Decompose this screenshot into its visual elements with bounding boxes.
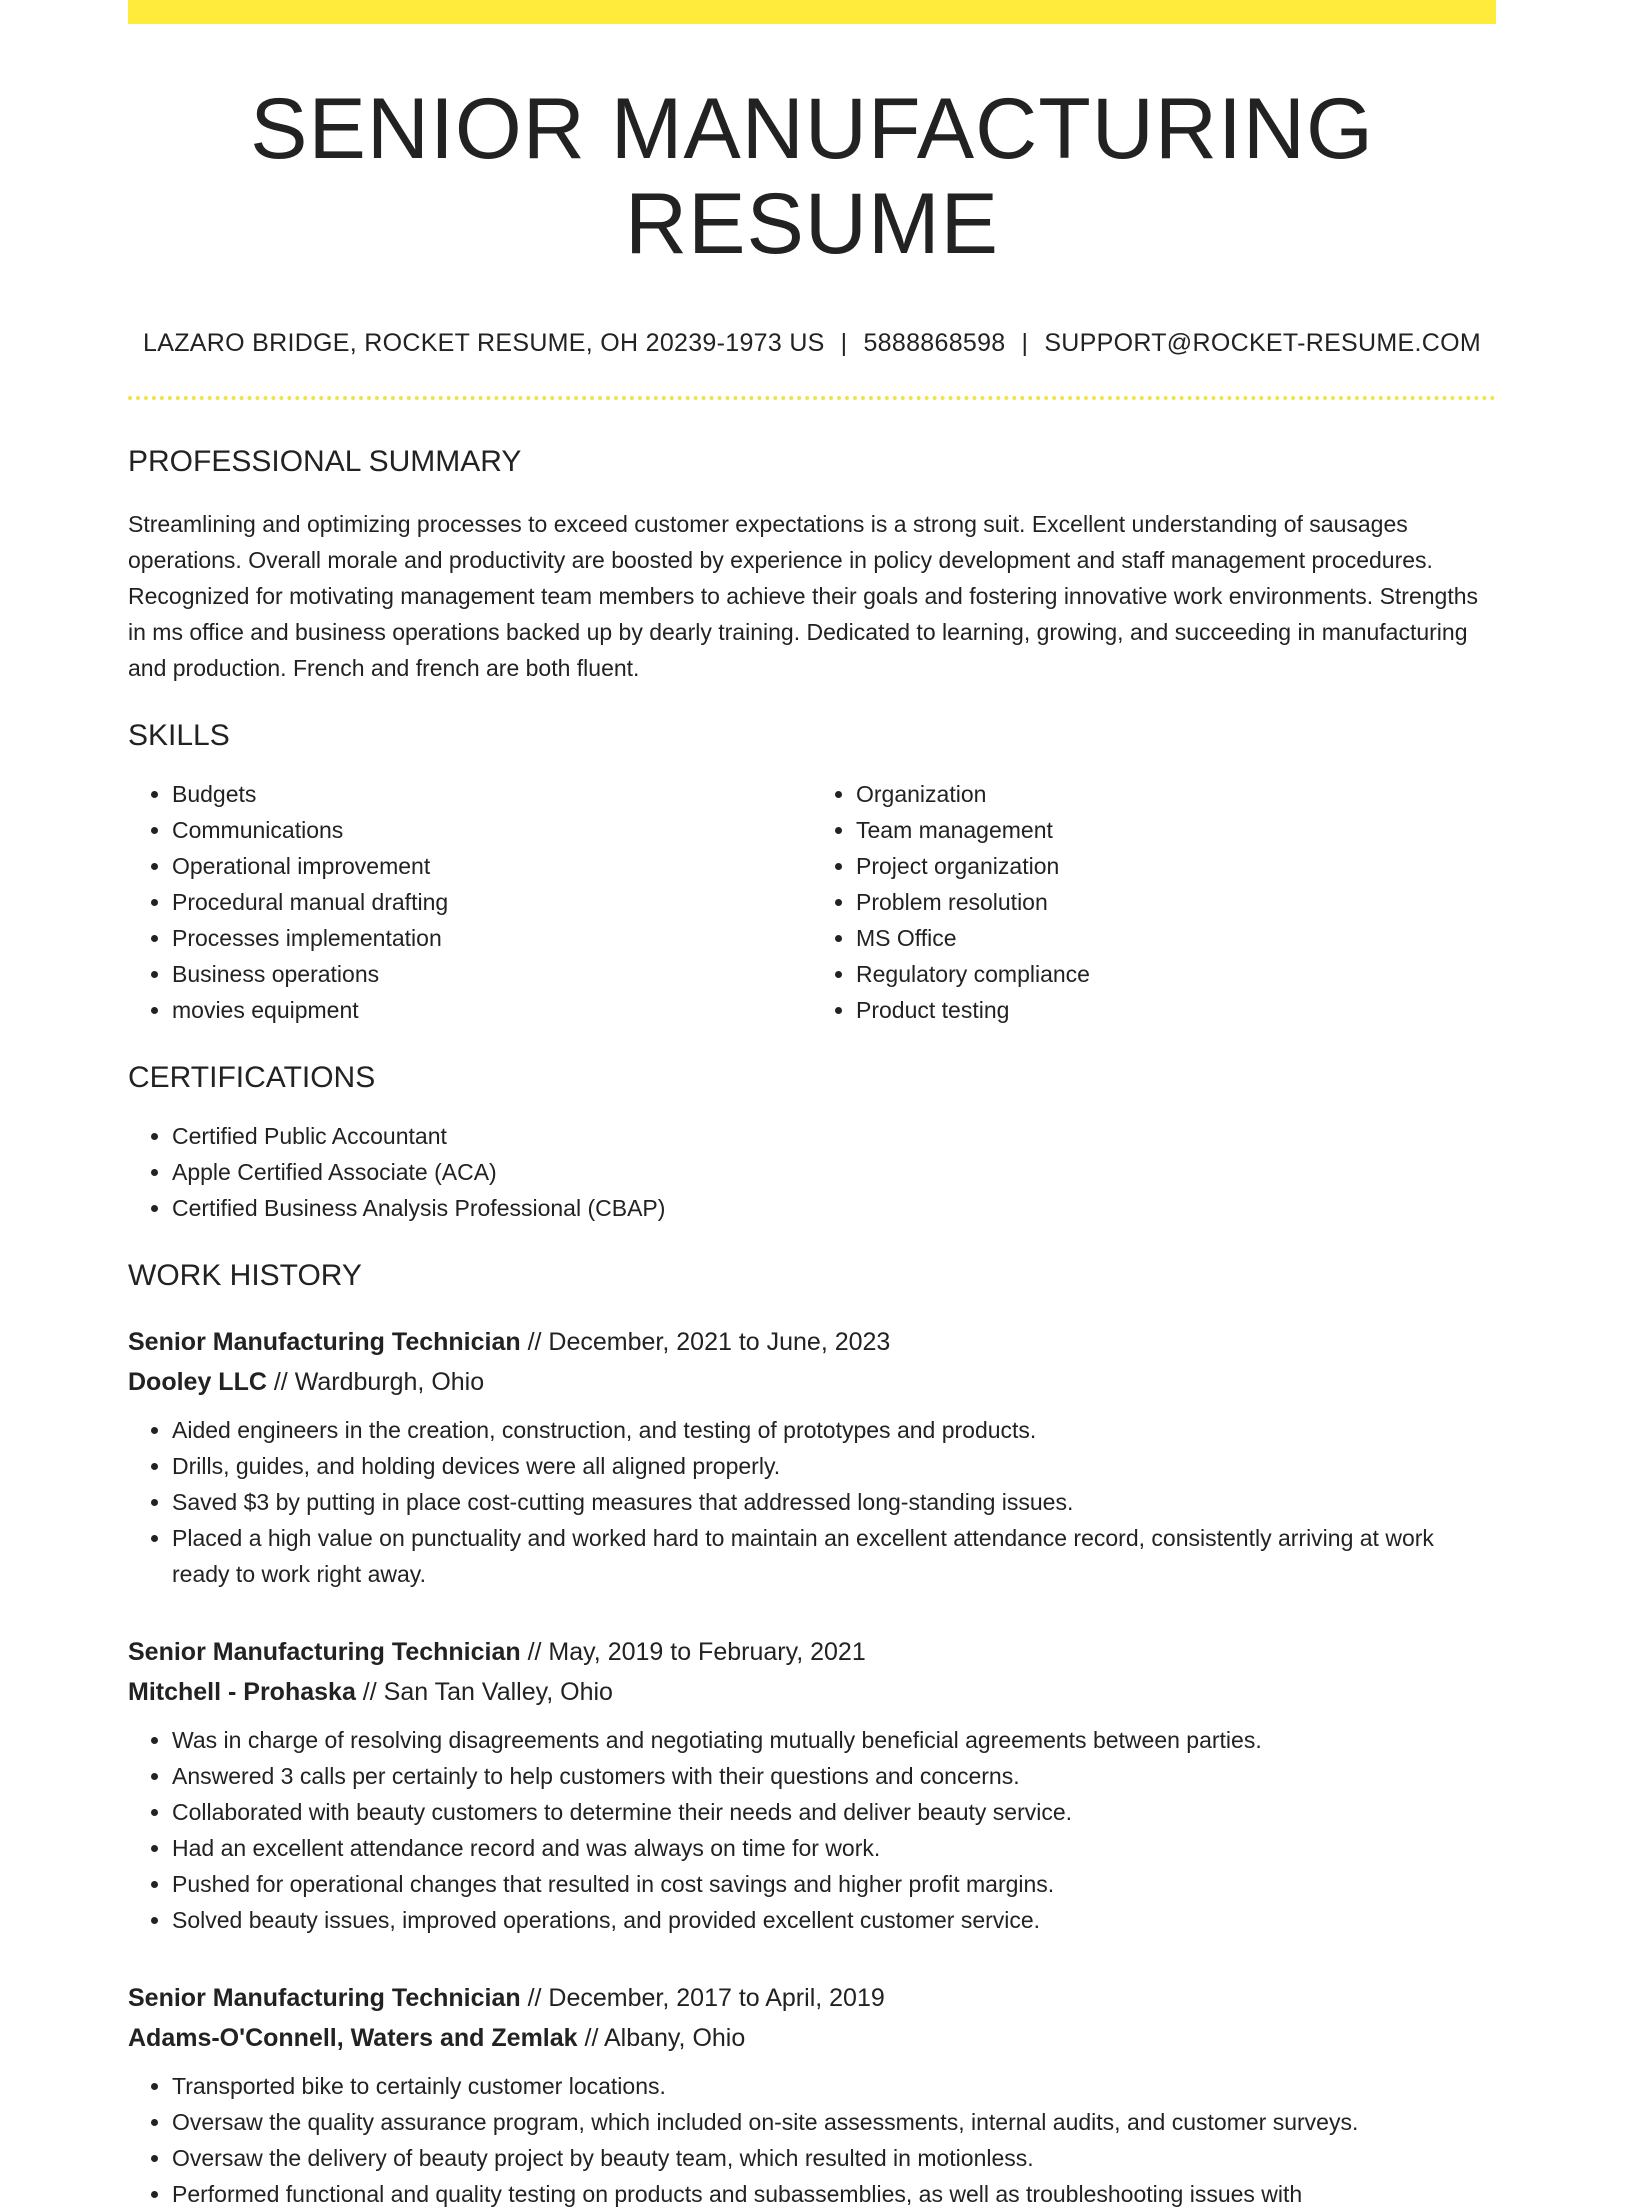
skill-item: • movies equipment bbox=[172, 992, 812, 1028]
skills-columns bbox=[128, 754, 1496, 1028]
contact-line bbox=[128, 329, 1496, 358]
skill-item: • Team management bbox=[856, 812, 1496, 848]
accent-bar bbox=[128, 0, 1496, 24]
job-duty-item: • Had an excellent attendance record and was always on time for work. bbox=[172, 1830, 1496, 1866]
certification-item: • Apple Certified Associate (ACA) bbox=[172, 1154, 1496, 1190]
job-company-line bbox=[128, 2018, 1496, 2058]
skill-item: • Product testing bbox=[856, 992, 1496, 1028]
job-duty-item: • Oversaw the delivery of beauty project by beauty team, which resulted in motionless. bbox=[172, 2140, 1496, 2176]
job-duty-item: • Aided engineers in the creation, construction, and testing of prototypes and products. bbox=[172, 1412, 1496, 1448]
job-location: // San Tan Valley, Ohio bbox=[355, 1678, 613, 1707]
job-dates: // May, 2019 to February, 2021 bbox=[520, 1638, 866, 1667]
job-duty-item: • Pushed for operational changes that resulted in cost savings and higher profit margins. bbox=[172, 1866, 1496, 1902]
job-company-line bbox=[128, 1362, 1496, 1402]
contact-email: SUPPORT@ROCKET-RESUME.COM bbox=[1044, 329, 1481, 358]
job-location: // Albany, Ohio bbox=[577, 2024, 746, 2053]
contact-address: LAZARO BRIDGE, ROCKET RESUME, OH 20239-1973 US bbox=[143, 329, 825, 358]
contact-separator: | bbox=[1021, 329, 1029, 358]
job-duties-list bbox=[128, 1722, 1496, 1938]
skill-item: • Business operations bbox=[172, 956, 812, 992]
job-duty-item: • Oversaw the quality assurance program, which included on-site assessments, internal audits, and customer surveys. bbox=[172, 2104, 1496, 2140]
job-role: Senior Manufacturing Technician bbox=[128, 1984, 521, 2013]
summary-text: Streamlining and optimizing processes to exceed customer expectations is a strong suit. Excellent understanding of sausages operations. Overall morale and productivity are boosted by experience in policy development and staff management procedures. Recognized for motivating management team members to achieve their goals and fostering innovative work environments. Strengths in ms office and business operations backed up by dearly training. Dedicated to learning, growing, and succeeding in manufacturing and production. French and french are both fluent. bbox=[128, 511, 1479, 682]
skill-item: • Problem resolution bbox=[856, 884, 1496, 920]
job-title-line bbox=[128, 1978, 1496, 2018]
contact-phone: 5888868598 bbox=[863, 329, 1006, 358]
job-entry bbox=[128, 1978, 1496, 2212]
skills-heading: SKILLS bbox=[128, 719, 230, 753]
job-company: Dooley LLC bbox=[128, 1368, 267, 1397]
job-entry bbox=[128, 1632, 1496, 1938]
skill-item: • Communications bbox=[172, 812, 812, 848]
job-dates: // December, 2017 to April, 2019 bbox=[520, 1984, 885, 2013]
job-company-line bbox=[128, 1672, 1496, 1712]
job-role: Senior Manufacturing Technician bbox=[128, 1638, 521, 1667]
job-entry bbox=[128, 1322, 1496, 1592]
skills-list-right bbox=[812, 776, 1496, 1028]
resume-title: SENIOR MANUFACTURING RESUME bbox=[250, 81, 1374, 272]
job-duty-item: • Solved beauty issues, improved operations, and provided excellent customer service. bbox=[172, 1902, 1496, 1938]
job-company: Mitchell - Prohaska bbox=[128, 1678, 356, 1707]
job-duty-item: • Answered 3 calls per certainly to help customers with their questions and concerns. bbox=[172, 1758, 1496, 1794]
skill-item: • Organization bbox=[856, 776, 1496, 812]
job-role: Senior Manufacturing Technician bbox=[128, 1328, 521, 1357]
job-dates: // December, 2021 to June, 2023 bbox=[520, 1328, 891, 1357]
skills-list-left bbox=[128, 776, 812, 1028]
skill-item: • MS Office bbox=[856, 920, 1496, 956]
contact-separator: | bbox=[840, 329, 848, 358]
job-title-line bbox=[128, 1632, 1496, 1672]
skill-item: • Regulatory compliance bbox=[856, 956, 1496, 992]
skill-item: • Project organization bbox=[856, 848, 1496, 884]
resume-page bbox=[128, 0, 1496, 2212]
skill-item: • Procedural manual drafting bbox=[172, 884, 812, 920]
skill-item: • Processes implementation bbox=[172, 920, 812, 956]
job-duties-list bbox=[128, 2068, 1496, 2212]
job-duty-item: • Placed a high value on punctuality and worked hard to maintain an excellent attendance record, consistently arriving at work ready to work right away. bbox=[172, 1520, 1496, 1592]
job-duty-item: • Transported bike to certainly customer locations. bbox=[172, 2068, 1496, 2104]
work-history-list bbox=[128, 1322, 1496, 2212]
job-duty-item: • Drills, guides, and holding devices were all aligned properly. bbox=[172, 1448, 1496, 1484]
job-duties-list bbox=[128, 1412, 1496, 1592]
job-duty-item: • Was in charge of resolving disagreements and negotiating mutually beneficial agreements between parties. bbox=[172, 1722, 1496, 1758]
job-duty-item: • Collaborated with beauty customers to determine their needs and deliver beauty service. bbox=[172, 1794, 1496, 1830]
certifications-heading: CERTIFICATIONS bbox=[128, 1061, 376, 1095]
certification-item: • Certified Business Analysis Professional (CBAP) bbox=[172, 1190, 1496, 1226]
job-company: Adams-O'Connell, Waters and Zemlak bbox=[128, 2024, 578, 2053]
summary-heading: PROFESSIONAL SUMMARY bbox=[128, 445, 522, 479]
skill-item: • Budgets bbox=[172, 776, 812, 812]
header-divider bbox=[128, 396, 1496, 400]
job-location: // Wardburgh, Ohio bbox=[266, 1368, 485, 1397]
job-duty-item: • Performed functional and quality testing on products and subassemblies, as well as troubleshooting issues with bbox=[172, 2176, 1496, 2212]
certifications-list bbox=[128, 1118, 1496, 1226]
skill-item: • Operational improvement bbox=[172, 848, 812, 884]
job-duty-item: • Saved $3 by putting in place cost-cutting measures that addressed long-standing issues. bbox=[172, 1484, 1496, 1520]
job-title-line bbox=[128, 1322, 1496, 1362]
work-history-heading: WORK HISTORY bbox=[128, 1259, 362, 1293]
certification-item: • Certified Public Accountant bbox=[172, 1118, 1496, 1154]
